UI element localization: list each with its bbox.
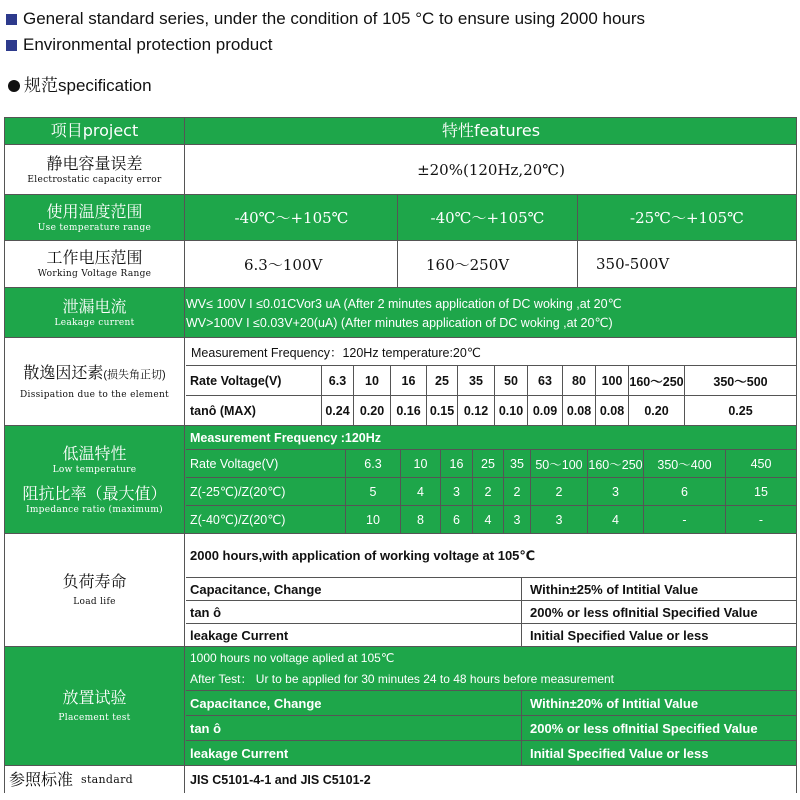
grid-value-cell: 6 [441, 506, 473, 533]
placement-value: Initial Specified Value or less [530, 745, 709, 761]
placement-label [5, 647, 185, 765]
low-temp-voltage-row [186, 450, 796, 478]
grid-label-cell: Z(-25℃)/Z(20℃) [186, 478, 346, 505]
placement-label-en: Placement test [58, 713, 131, 723]
round-bullet-icon [8, 80, 20, 92]
load-life-key: Capacitance, Change [186, 578, 522, 600]
grid-value-cell: 35 [458, 366, 495, 395]
grid-value-cell: 5 [346, 478, 401, 505]
grid-value-cell: 0.20 [354, 396, 391, 425]
table-header-row [5, 118, 796, 145]
grid-value-cell: 350～400 [644, 450, 726, 477]
grid-value-cell: 6.3 [346, 450, 401, 477]
grid-value-cell: - [758, 512, 764, 527]
dissipation-label-en: Dissipation due to the element [20, 389, 169, 400]
capacity-row [5, 145, 796, 195]
grid-value-cell: 6 [644, 478, 726, 505]
spec-table [4, 117, 797, 793]
voltage-row [5, 241, 796, 288]
voltage-value: 350-500V [596, 255, 670, 273]
grid-value-cell: 3 [441, 478, 473, 505]
placement-key: leakage Current [186, 741, 522, 765]
temperature-value: -40℃～+105℃ [186, 195, 398, 240]
dissipation-tan-row [186, 396, 796, 425]
grid-value-cell: 0.25 [728, 403, 753, 418]
grid-value-cell: 6.3 [322, 366, 354, 395]
voltage-label [5, 241, 185, 287]
bullet-text: General standard series, under the condition of 105 °C to ensure using 2000 hours [23, 9, 646, 28]
placement-value: 200% or less ofInitial Specified Value [530, 720, 758, 736]
grid-value-cell: 8 [401, 506, 441, 533]
grid-value-cell: 160～250 [629, 366, 685, 395]
dissipation-voltage-row [186, 366, 796, 396]
load-life-label-zh: 负荷寿命 [62, 572, 127, 591]
grid-value-cell: 4 [588, 506, 644, 533]
bullet-line [6, 32, 796, 58]
header-project [5, 118, 185, 144]
spec-heading [8, 74, 152, 98]
grid-value-cell: 2 [531, 478, 588, 505]
grid-value-cell: 2 [504, 478, 531, 505]
grid-label-cell: tanô (MAX) [186, 396, 322, 425]
placement-row [5, 647, 796, 766]
grid-label-cell: Rate Voltage(V) [186, 450, 346, 477]
low-temp-z40-row [186, 506, 796, 533]
standard-value: JIS C5101-4-1 and JIS C5101-2 [190, 772, 371, 787]
grid-value-cell: 16 [391, 366, 427, 395]
grid-value-cell: 15 [754, 484, 768, 499]
dissipation-freq: Measurement Frequency：120Hz temperature:20℃ [186, 338, 796, 366]
grid-value-cell: 80 [563, 366, 596, 395]
voltage-value: 160～250V [398, 241, 578, 287]
grid-value-cell: 100 [596, 366, 629, 395]
voltage-value: 6.3～100V [186, 241, 398, 287]
intro-bullets [6, 6, 796, 58]
grid-value-cell: 0.12 [458, 396, 495, 425]
grid-value-cell: 4 [473, 506, 504, 533]
impedance-label-en: Impedance ratio (maximum) [25, 504, 163, 515]
leakage-line: WV≤ 100V I ≤0.01CVor3 uA (After 2 minutes application of DC woking ,at 20℃ [186, 296, 622, 311]
temperature-value: -40℃～+105℃ [398, 195, 578, 240]
load-life-key: tan ô [186, 601, 522, 623]
standard-label-en: standard [81, 772, 134, 786]
leakage-label-zh: 泄漏电流 [62, 296, 127, 316]
placement-value: Within±20% of Intitial Value [530, 695, 699, 711]
placement-desc: 1000 hours no voltage aplied at 105℃ [190, 651, 395, 665]
load-life-item [186, 578, 796, 601]
grid-value-cell: 0.09 [528, 396, 563, 425]
grid-value-cell: 2 [473, 478, 504, 505]
grid-value-cell: 35 [504, 450, 531, 477]
capacity-label-en: Electrostatic capacity error [27, 174, 162, 185]
load-life-label-en: Load life [73, 597, 116, 607]
grid-value-cell: 0.16 [391, 396, 427, 425]
temperature-value: -25℃～+105℃ [630, 209, 744, 227]
grid-value-cell: 0.08 [563, 396, 596, 425]
grid-value-cell: 350～500 [713, 374, 768, 389]
grid-value-cell: 3 [531, 506, 588, 533]
grid-value-cell: 50 [495, 366, 528, 395]
load-life-value: Within±25% of Intitial Value [530, 581, 699, 597]
grid-value-cell: - [644, 506, 726, 533]
low-temp-label-zh: 低温特性 [62, 443, 127, 463]
header-project-text: 项目project [50, 121, 139, 140]
grid-value-cell: 25 [473, 450, 504, 477]
grid-label-cell: Z(-40℃)/Z(20℃) [186, 506, 346, 533]
placement-key: Capacitance, Change [186, 691, 522, 715]
capacity-value: ±20%(120Hz,20℃) [417, 160, 565, 179]
voltage-label-zh: 工作电压范围 [46, 248, 143, 267]
low-temp-label [5, 426, 185, 533]
grid-value-cell: 0.15 [427, 396, 458, 425]
dissipation-label-sub: (损失角正切) [103, 368, 166, 381]
standard-label [5, 766, 185, 793]
load-life-value: 200% or less ofInitial Specified Value [530, 604, 758, 620]
impedance-label-zh: 阻抗比率（最大值） [22, 483, 167, 503]
grid-value-cell: 3 [504, 506, 531, 533]
grid-value-cell: 16 [441, 450, 473, 477]
grid-value-cell: 50～100 [531, 450, 588, 477]
low-temp-z25-row [186, 478, 796, 506]
grid-value-cell: 160～250 [588, 450, 644, 477]
dissipation-row [5, 338, 796, 426]
load-life-key: leakage Current [186, 624, 522, 646]
temperature-label-en: Use temperature range [37, 222, 152, 233]
placement-item [186, 741, 796, 765]
grid-value-cell: 3 [588, 478, 644, 505]
grid-value-cell: 0.20 [629, 396, 685, 425]
leakage-label-en: Leakage current [54, 317, 135, 328]
dissipation-label-zh: 散逸因还素 [23, 362, 104, 382]
grid-value-cell: 4 [401, 478, 441, 505]
placement-label-zh: 放置试验 [62, 688, 127, 707]
placement-item [186, 716, 796, 741]
placement-item [186, 691, 796, 716]
load-life-value: Initial Specified Value or less [530, 627, 709, 643]
load-life-item [186, 624, 796, 646]
capacity-label-zh: 静电容量误差 [46, 153, 143, 173]
bullet-text: Environmental protection product [23, 35, 273, 54]
grid-value-cell: 0.24 [322, 396, 354, 425]
standard-row [5, 766, 796, 793]
grid-label-cell: Rate Voltage(V) [186, 366, 322, 395]
leakage-row [5, 288, 796, 338]
load-life-row [5, 534, 796, 647]
placement-key: tan ô [186, 716, 522, 740]
temperature-label-zh: 使用温度范围 [46, 201, 143, 221]
grid-value-cell: 10 [354, 366, 391, 395]
temperature-row [5, 195, 796, 241]
capacity-label [5, 145, 185, 194]
placement-desc: After Test： Ur to be applied for 30 minutes 24 to 48 hours before measurement [186, 667, 796, 691]
grid-value-cell: 25 [427, 366, 458, 395]
bullet-line [6, 6, 796, 32]
header-features: 特性features [441, 121, 541, 140]
low-temp-freq: Measurement Frequency :120Hz [186, 426, 796, 450]
spec-heading-text: 规范specification [24, 76, 152, 95]
square-bullet-icon [6, 14, 17, 25]
grid-value-cell: 10 [346, 506, 401, 533]
grid-value-cell: 0.08 [596, 396, 629, 425]
dissipation-label [5, 338, 185, 425]
leakage-line: WV>100V I ≤0.03V+20(uA) (After minutes application of DC woking ,at 20℃) [186, 315, 613, 330]
grid-value-cell: 450 [750, 456, 772, 471]
leakage-label [5, 288, 185, 337]
voltage-label-en: Working Voltage Range [37, 269, 152, 279]
load-life-desc: 2000 hours,with application of working voltage at 105℃ [186, 534, 796, 578]
grid-value-cell: 63 [528, 366, 563, 395]
grid-value-cell: 0.10 [495, 396, 528, 425]
temperature-label [5, 195, 185, 240]
low-temp-row [5, 426, 796, 534]
standard-label-zh: 参照标准 [9, 769, 74, 789]
load-life-label [5, 534, 185, 646]
low-temp-label-en: Low temperature [52, 464, 137, 475]
square-bullet-icon [6, 40, 17, 51]
grid-value-cell: 10 [401, 450, 441, 477]
load-life-item [186, 601, 796, 624]
